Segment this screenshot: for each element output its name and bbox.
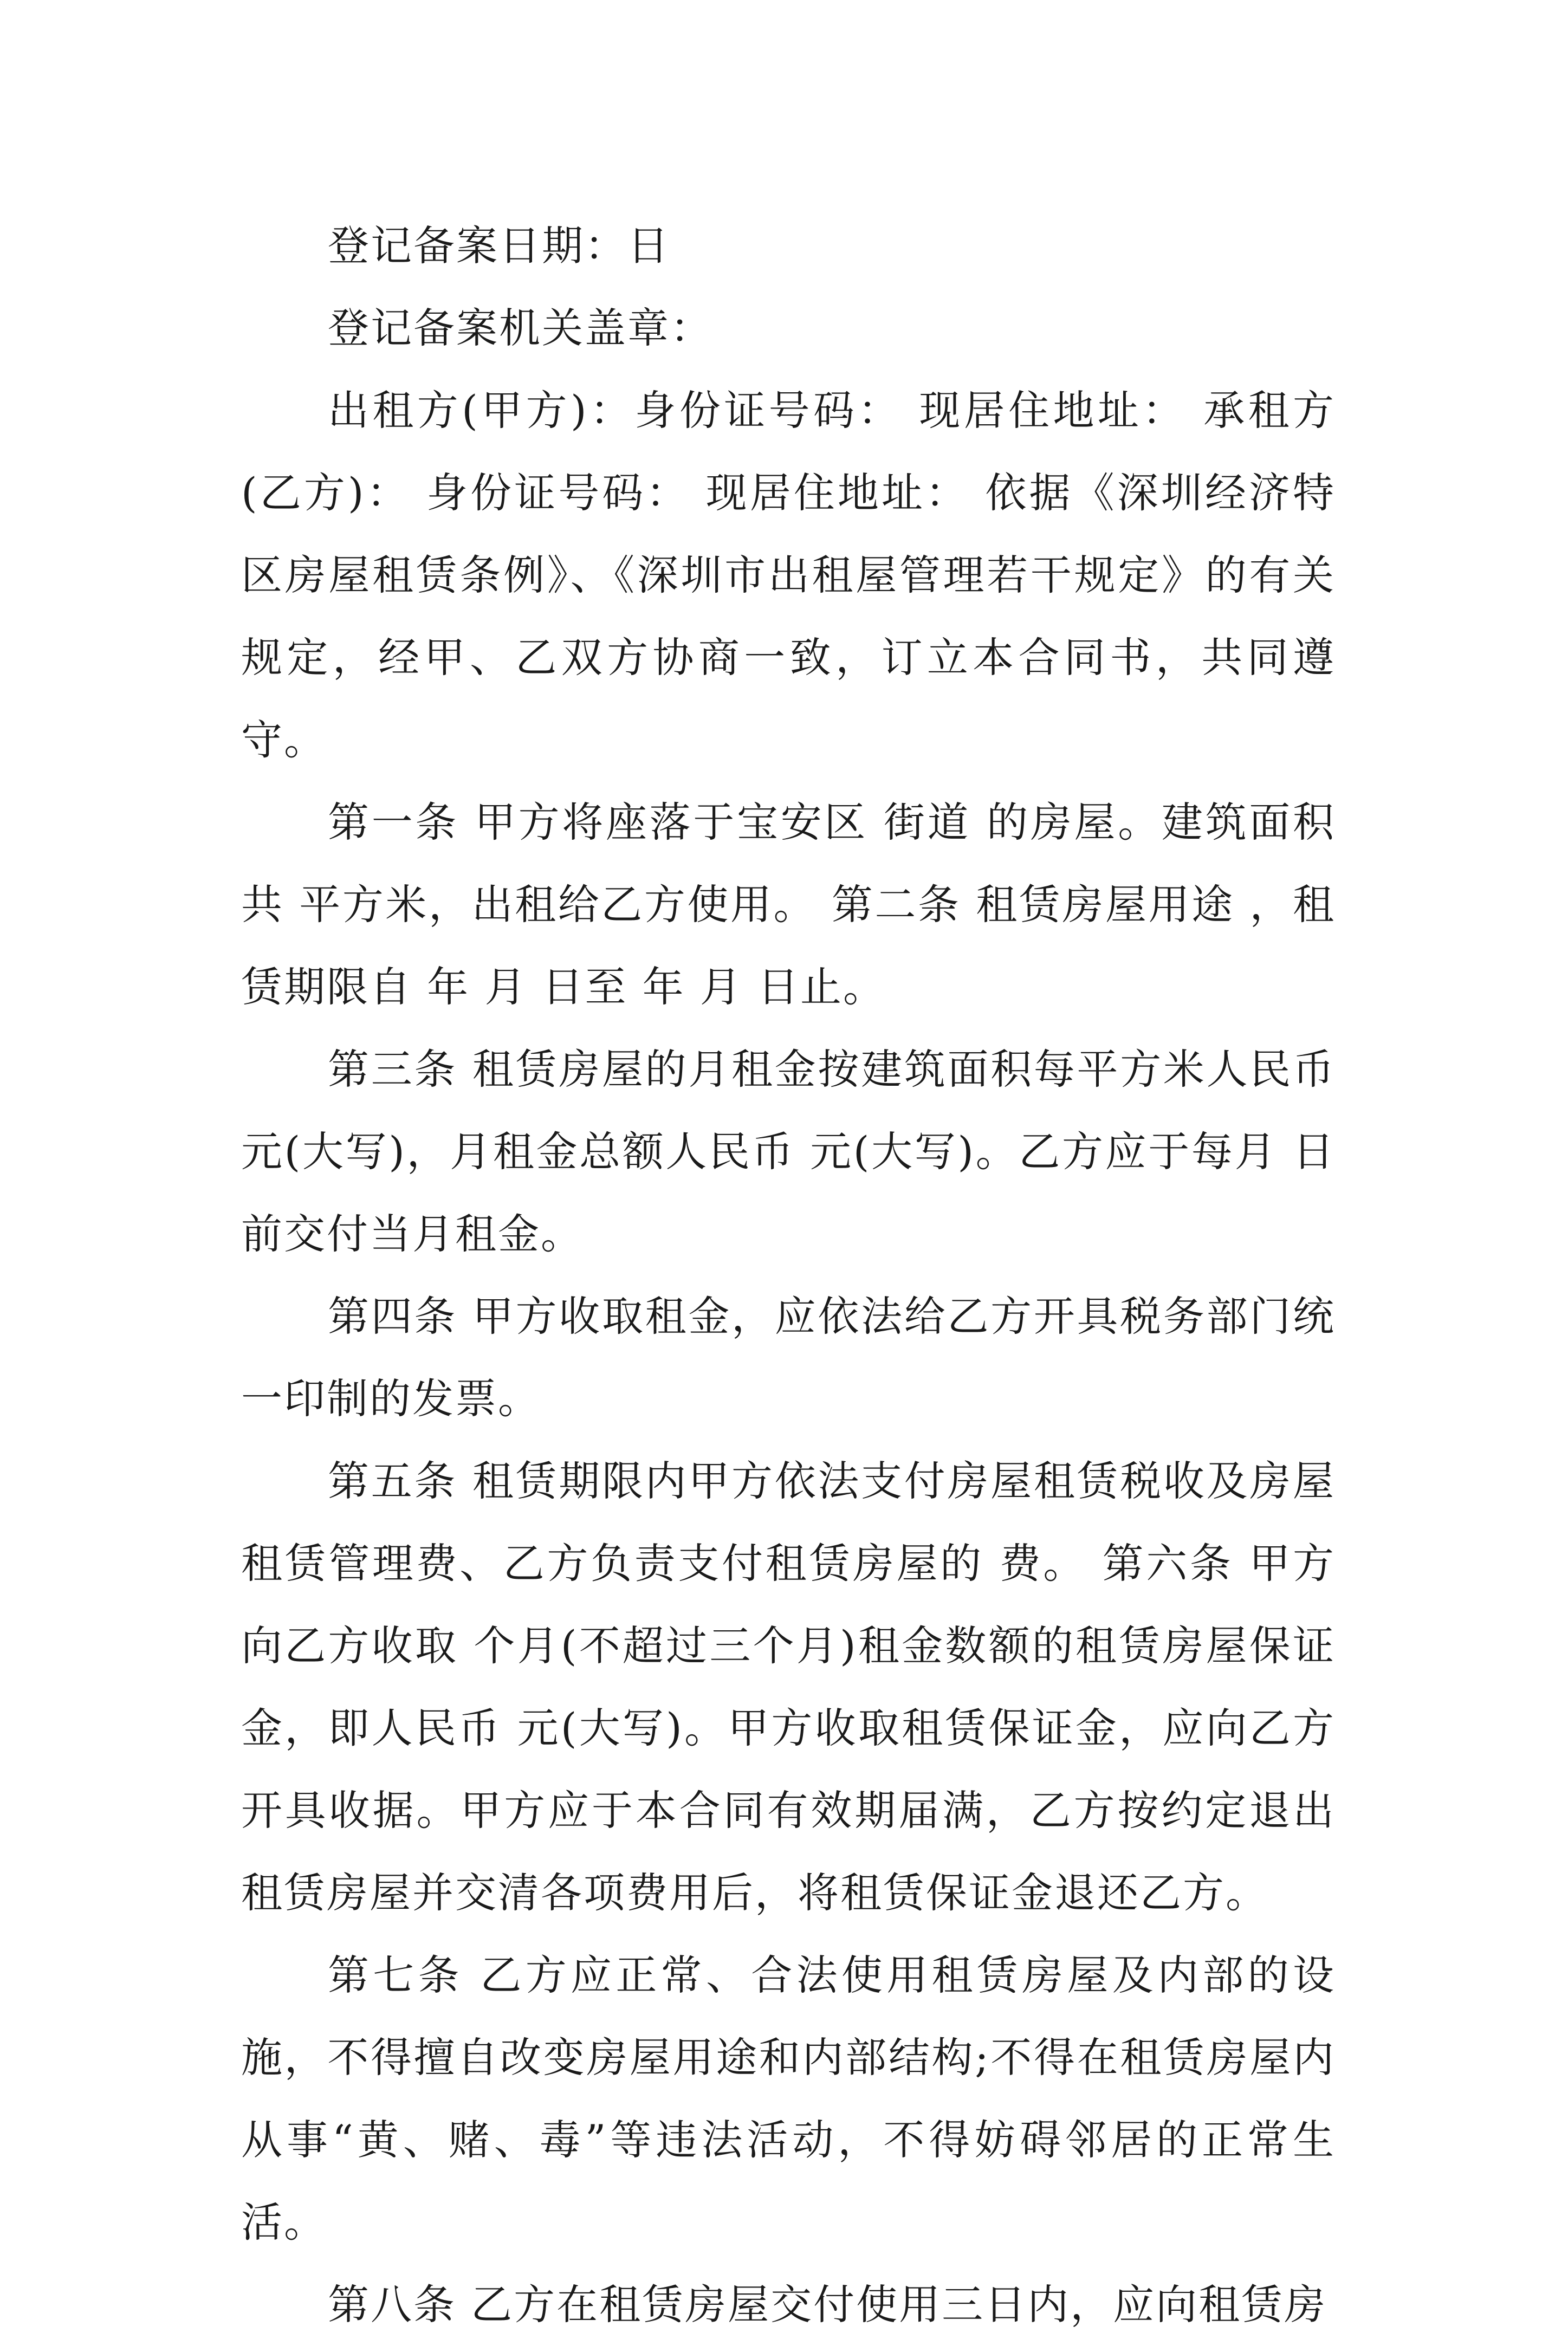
- article-8-paragraph: 第八条 乙方在租赁房屋交付使用三日内，应向租赁房: [328, 2280, 1327, 2329]
- article-4-paragraph: 第四条 甲方收取租金，应依法给乙方开具税务部门统一印制的发票。: [241, 1292, 1336, 1423]
- article-1-2-paragraph: 第一条 甲方将座落于宝安区 街道 的房屋。建筑面积共 平方米，出租给乙方使用。 第二条 租赁房屋用途 ，租赁期限自 年 月 日至 年 月 日止。: [241, 798, 1336, 1011]
- article-3-paragraph: 第三条 租赁房屋的月租金按建筑面积每平方米人民币 元(大写)，月租金总额人民币 元(大写)。乙方应于每月 日前交付当月租金。: [241, 1045, 1336, 1258]
- document-body: [241, 205, 1336, 2346]
- article-5-6-paragraph: 第五条 租赁期限内甲方依法支付房屋租赁税收及房屋租赁管理费、乙方负责支付租赁房屋的 费。 第六条 甲方向乙方收取 个月(不超过三个月)租金数额的租赁房屋保证金，即人民币 元(大写)。甲方收取租赁保证金，应向乙方开具收据。甲方应于本合同有效期届满，乙方按约定退出租赁房屋并交清各项费用后，将租赁保证金退还乙方。: [241, 1457, 1336, 1917]
- filing-seal-line: 登记备案机关盖章：: [328, 304, 713, 352]
- parties-paragraph: 出租方(甲方)：身份证号码： 现居住地址： 承租方(乙方)： 身份证号码： 现居住地址： 依据《深圳经济特区房屋租赁条例》、《深圳市出租屋管理若干规定》的有关规定，经甲、乙双方协商一致，订立本合同书，共同遵守。: [241, 386, 1336, 764]
- article-7-paragraph: 第七条 乙方应正常、合法使用租赁房屋及内部的设施，不得擅自改变房屋用途和内部结构;不得在租赁房屋内从事“黄、赌、毒”等违法活动，不得妨碍邻居的正常生活。: [241, 1951, 1336, 2246]
- filing-date-line: 登记备案日期：日: [328, 222, 670, 270]
